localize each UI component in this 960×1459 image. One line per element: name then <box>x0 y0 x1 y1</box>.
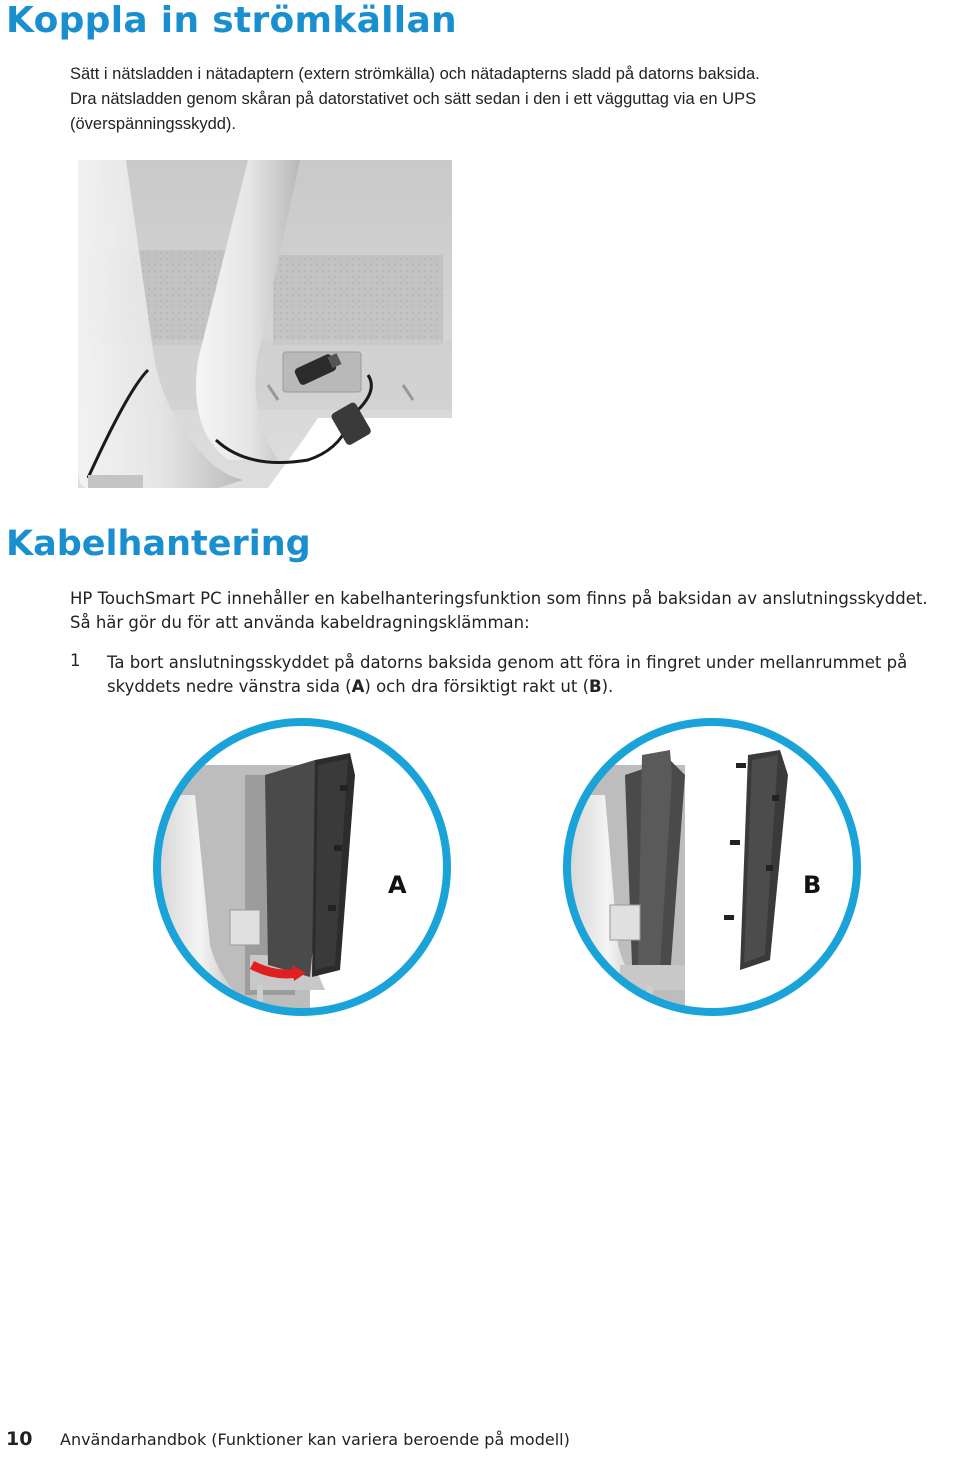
figure-label-a: A <box>388 871 407 899</box>
step-number: 1 <box>70 651 81 670</box>
step-text-part-3: ). <box>601 677 614 696</box>
page-number: 10 <box>6 1428 33 1450</box>
cover-removal-figure-b <box>560 715 865 1020</box>
step-text-part-1: Ta bort anslutningsskyddet på datorns baksida genom att föra in fingret under mellanrummet på skyddets nedre vänstra sida ( <box>107 653 908 696</box>
cable-intro-line-1: HP TouchSmart PC innehåller en kabelhanteringsfunktion som finns på baksidan av anslutningsskyddet. <box>70 589 928 608</box>
power-instructions-line-1: Sätt i nätsladden i nätadaptern (extern strömkälla) och nätadapterns sladd på datorns baksida. <box>70 65 760 83</box>
step-text <box>107 651 952 699</box>
section-title-cable-management: Kabelhantering <box>6 524 311 564</box>
cover-removal-figure-a <box>150 715 455 1020</box>
section-title-power: Koppla in strömkällan <box>6 0 457 41</box>
power-cable-illustration <box>68 160 456 488</box>
cable-intro-line-2: Så här gör du för att använda kabeldragningsklämman: <box>70 613 530 632</box>
step-text-part-2: ) och dra försiktigt rakt ut ( <box>364 677 590 696</box>
figure-label-b: B <box>803 871 822 899</box>
power-instructions-line-2: Dra nätsladden genom skåran på datorstativet och sätt sedan i den i ett vägguttag via en UPS <box>70 90 757 108</box>
power-instructions-line-3: (överspänningsskydd). <box>70 115 236 133</box>
step-bold-a: A <box>351 677 365 696</box>
step-bold-b: B <box>589 677 602 696</box>
footer-text: Användarhandbok (Funktioner kan variera beroende på modell) <box>60 1430 570 1449</box>
